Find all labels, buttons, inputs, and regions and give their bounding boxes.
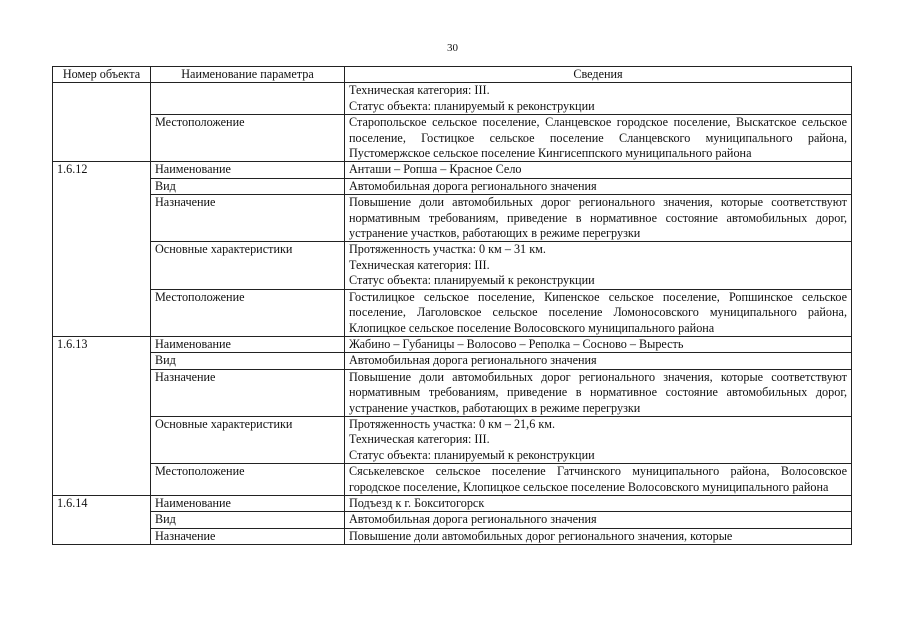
details-line: Автомобильная дорога регионального значения bbox=[349, 512, 597, 527]
details-cell bbox=[345, 195, 852, 242]
details-line: Повышение доли автомобильных дорог регионального значения, которые соответствуют нормативным требованиям, приведение в нормативное состояние автомобильных дорог, устранение участков, работающих в режиме перегрузки bbox=[349, 195, 847, 241]
table-row bbox=[53, 495, 852, 511]
table-row bbox=[53, 353, 852, 369]
object-number-cell: 1.6.12 bbox=[53, 162, 151, 336]
details-cell bbox=[345, 512, 852, 528]
table-row bbox=[53, 289, 852, 336]
details-line: Жабино – Губаницы – Волосово – Реполка – Сосново – Выресть bbox=[349, 336, 684, 351]
details-cell bbox=[345, 162, 852, 178]
parameter-name-cell: Назначение bbox=[151, 195, 345, 242]
parameter-name-cell: Вид bbox=[151, 353, 345, 369]
parameter-name-cell: Местоположение bbox=[151, 464, 345, 496]
details-cell bbox=[345, 115, 852, 162]
table-row bbox=[53, 369, 852, 416]
details-cell bbox=[345, 178, 852, 194]
page-number: 30 bbox=[447, 42, 458, 54]
details-cell bbox=[345, 289, 852, 336]
table-row bbox=[53, 528, 852, 544]
details-line: Статус объекта: планируемый к реконструкции bbox=[349, 447, 595, 462]
table-row bbox=[53, 416, 852, 463]
parameter-name-cell: Основные характеристики bbox=[151, 416, 345, 463]
details-line: Протяженность участка: 0 км – 21,6 км. bbox=[349, 416, 556, 431]
table-row bbox=[53, 242, 852, 289]
details-cell bbox=[345, 83, 852, 115]
object-number-cell: 1.6.14 bbox=[53, 495, 151, 544]
parameter-name-cell: Основные характеристики bbox=[151, 242, 345, 289]
details-line: Статус объекта: планируемый к реконструкции bbox=[349, 98, 595, 113]
table-header-row bbox=[53, 67, 852, 83]
parameter-name-cell: Наименование bbox=[151, 162, 345, 178]
table-row bbox=[53, 83, 852, 115]
details-line: Гостилицкое сельское поселение, Кипенское сельское поселение, Ропшинское сельское поселение, Лаголовское сельское поселение Ломоносовского муниципального района, Клопицкое сельское поселение Волосовского муниципального района bbox=[349, 289, 847, 335]
parameter-name-cell: Назначение bbox=[151, 528, 345, 544]
details-cell bbox=[345, 528, 852, 544]
object-number-cell bbox=[53, 83, 151, 162]
object-number-cell: 1.6.13 bbox=[53, 336, 151, 495]
details-line: Техническая категория: III. bbox=[349, 83, 490, 98]
details-line: Повышение доли автомобильных дорог регионального значения, которые bbox=[349, 528, 733, 543]
table-row bbox=[53, 336, 852, 352]
details-line: Повышение доли автомобильных дорог регионального значения, которые соответствуют нормативным требованиям, приведение в нормативное состояние автомобильных дорог, устранение участков, работающих в режиме перегрузки bbox=[349, 369, 847, 415]
table-body bbox=[53, 83, 852, 545]
details-cell bbox=[345, 464, 852, 496]
details-line: Автомобильная дорога регионального значения bbox=[349, 178, 597, 193]
details-line: Техническая категория: III. bbox=[349, 432, 490, 447]
details-cell bbox=[345, 369, 852, 416]
table-row bbox=[53, 195, 852, 242]
details-cell bbox=[345, 353, 852, 369]
parameter-name-cell: Местоположение bbox=[151, 115, 345, 162]
details-line: Сяськелевское сельское поселение Гатчинского муниципального района, Волосовское городское поселение, Клопицкое сельское поселение Волосовского муниципального района bbox=[349, 464, 847, 494]
parameter-name-cell: Наименование bbox=[151, 336, 345, 352]
parameter-name-cell: Назначение bbox=[151, 369, 345, 416]
header-object-number: Номер объекта bbox=[53, 67, 151, 83]
details-cell bbox=[345, 336, 852, 352]
details-line: Статус объекта: планируемый к реконструкции bbox=[349, 273, 595, 288]
details-line: Старопольское сельское поселение, Сланцевское городское поселение, Выскатское сельское поселение, Гостицкое сельское поселение Сланцевского муниципального района, Пустомержское сельское поселение Кингисеппского муниципального района bbox=[349, 115, 847, 161]
details-line: Подъезд к г. Бокситогорск bbox=[349, 495, 485, 510]
object-parameters-table bbox=[52, 66, 852, 545]
header-details: Сведения bbox=[345, 67, 852, 83]
table-row bbox=[53, 162, 852, 178]
parameter-name-cell: Местоположение bbox=[151, 289, 345, 336]
details-line: Анташи – Ропша – Красное Село bbox=[349, 162, 522, 177]
details-cell bbox=[345, 495, 852, 511]
details-cell bbox=[345, 242, 852, 289]
parameter-name-cell: Вид bbox=[151, 512, 345, 528]
table-row bbox=[53, 512, 852, 528]
details-line: Автомобильная дорога регионального значения bbox=[349, 353, 597, 368]
table-row bbox=[53, 178, 852, 194]
parameter-name-cell: Вид bbox=[151, 178, 345, 194]
parameter-name-cell: Наименование bbox=[151, 495, 345, 511]
header-parameter-name: Наименование параметра bbox=[151, 67, 345, 83]
details-line: Техническая категория: III. bbox=[349, 257, 490, 272]
details-line: Протяженность участка: 0 км – 31 км. bbox=[349, 242, 546, 257]
table-row bbox=[53, 464, 852, 496]
parameter-name-cell bbox=[151, 83, 345, 115]
details-cell bbox=[345, 416, 852, 463]
table-row bbox=[53, 115, 852, 162]
